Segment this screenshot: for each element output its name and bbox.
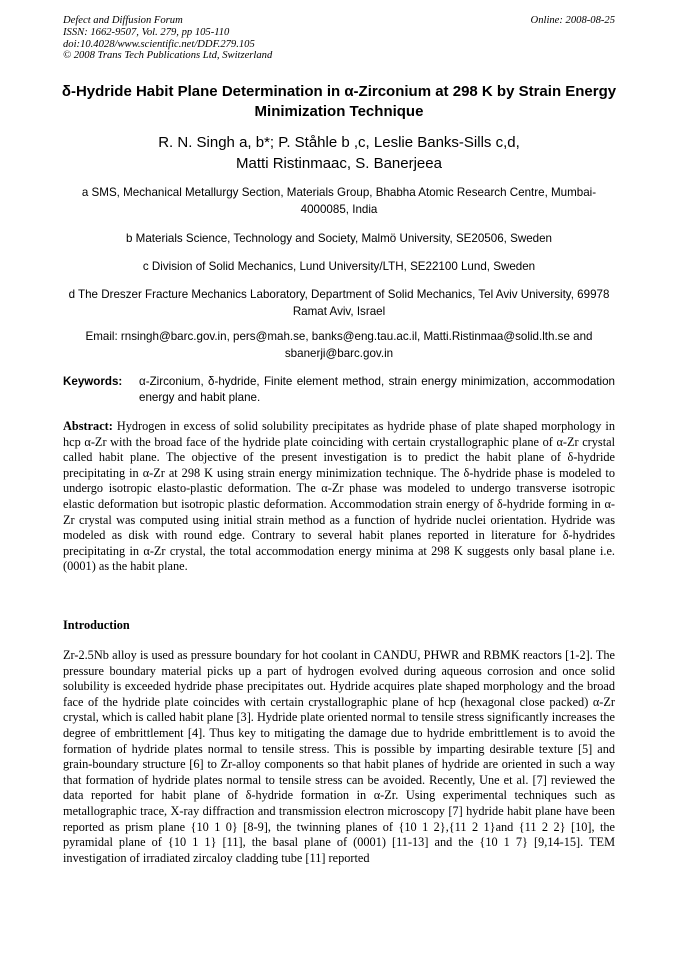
journal-name: Defect and Diffusion Forum bbox=[63, 15, 183, 26]
paper-title: δ-Hydride Habit Plane Determination in α-Zirconium at 298 K by Strain Energy Minimization Technique bbox=[61, 83, 617, 120]
journal-header bbox=[63, 15, 615, 62]
keywords bbox=[63, 374, 615, 406]
author-emails: Email: rnsingh@barc.gov.in, pers@mah.se, banks@eng.tau.ac.il, Matti.Ristinmaa@solid.lth.se and sbanerji@barc.gov.in bbox=[85, 330, 593, 360]
journal-issn: ISSN: 1662-9507, Vol. 279, pp 105-110 bbox=[63, 26, 230, 38]
author-list bbox=[40, 132, 638, 174]
affiliation-a: a SMS, Mechanical Metallurgy Section, Materials Group, Bhabha Atomic Research Centre, Mumbai-4000085, India bbox=[81, 186, 597, 216]
journal-copyright: © 2008 Trans Tech Publications Ltd, Switzerland bbox=[63, 50, 273, 62]
online-date: Online: 2008-08-25 bbox=[530, 15, 615, 26]
journal-doi: doi:10.4028/www.scientific.net/DDF.279.105 bbox=[63, 38, 255, 50]
keywords-text: α-Zirconium, δ-hydride, Finite element method, strain energy minimization, accommodation energy and habit plane. bbox=[139, 375, 615, 404]
abstract bbox=[63, 419, 615, 575]
affiliation-b: b Materials Science, Technology and Society, Malmö University, SE20506, Sweden bbox=[126, 232, 552, 245]
abstract-text: Hydrogen in excess of solid solubility precipitates as hydride phase of plate shaped morphology in hcp α-Zr with the broad face of the hydride plate coinciding with certain crystallographic plane of α-Zr crystal called habit plane. The objective of the present investigation is to predict the habit plane of δ-hydride precipitating in α-Zr at 298 K using strain energy minimization technique. The δ-hydride phase is modeled to undergo isotropic elasto-plastic deformation. The α-Zr phase was modeled to undergo transverse isotropic elastic deformation but isotropic plastic deformation. Accommodation strain energy of δ-hydride forming in α-Zr crystal was computed using initial strain method as a function of hydride nuclei orientation. Hydride was modeled as disk with round edge. Contrary to several habit planes reported in literature for δ-hydrides precipitating in α-Zr crystal, the total accommodation energy minima at 298 K suggests only basal plane i.e. (0001) as the habit plane. bbox=[63, 419, 615, 574]
affiliation-c: c Division of Solid Mechanics, Lund University/LTH, SE22100 Lund, Sweden bbox=[142, 260, 536, 273]
author-line-2: Matti Ristinmaac, S. Banerjeea bbox=[236, 155, 442, 172]
keywords-label: Keywords: bbox=[63, 375, 123, 388]
introduction-paragraph: Zr-2.5Nb alloy is used as pressure boundary for hot coolant in CANDU, PHWR and RBMK reactors [1-2]. The pressure boundary material picks up a part of hydrogen evolved during aqueous corrosion and once solid solubility is exceeded hydride phase precipitates out. Hydride acquires plate shaped morphology and the broad face of the hydride plate coincides with certain crystallographic plane of hcp (hexagonal close packed) α-Zr crystal, which is called habit plane [3]. Hydride plate oriented normal to tensile stress significantly increases the degree of embrittlement [4]. Thus key to mitigating the damage due to hydride embrittlement is to avoid the formation of hydride plates normal to tensile stress. This is possible by imparting desirable texture [5] and grain-boundary structure [6] to Zr-alloy components so that habit planes of hydride are oriented in such a way that formation of hydride plates normal to tensile stress can be avoided. Recently, Une et al. [7] reviewed the data reported for habit plane of δ-hydride formation in α-Zr. Using experimental techniques such as metallographic trace, X-ray diffraction and transmission electron microscopy [7] hydride habit plane have been reported as prism plane {10 1 0} [8-9], the twinning planes of {10 1 2},{11 2 1}and {11 2 2} [10], the pyramidal plane of {10 1 1} [11], the basal plane of (0001) [11-13] and the {10 1 7} [9,14-15]. TEM investigation of irradiated zircaloy cladding tube [11] reported bbox=[63, 648, 615, 865]
section-heading-introduction: Introduction bbox=[63, 618, 130, 632]
affiliation-d: d The Dreszer Fracture Mechanics Laboratory, Department of Solid Mechanics, Tel Aviv University, 69978 Ramat Aviv, Israel bbox=[68, 288, 610, 318]
author-line-1: R. N. Singh a, b*; P. Ståhle b ,c, Leslie Banks-Sills c,d, bbox=[158, 134, 520, 151]
introduction-body bbox=[63, 648, 615, 866]
abstract-label: Abstract: bbox=[63, 419, 113, 433]
